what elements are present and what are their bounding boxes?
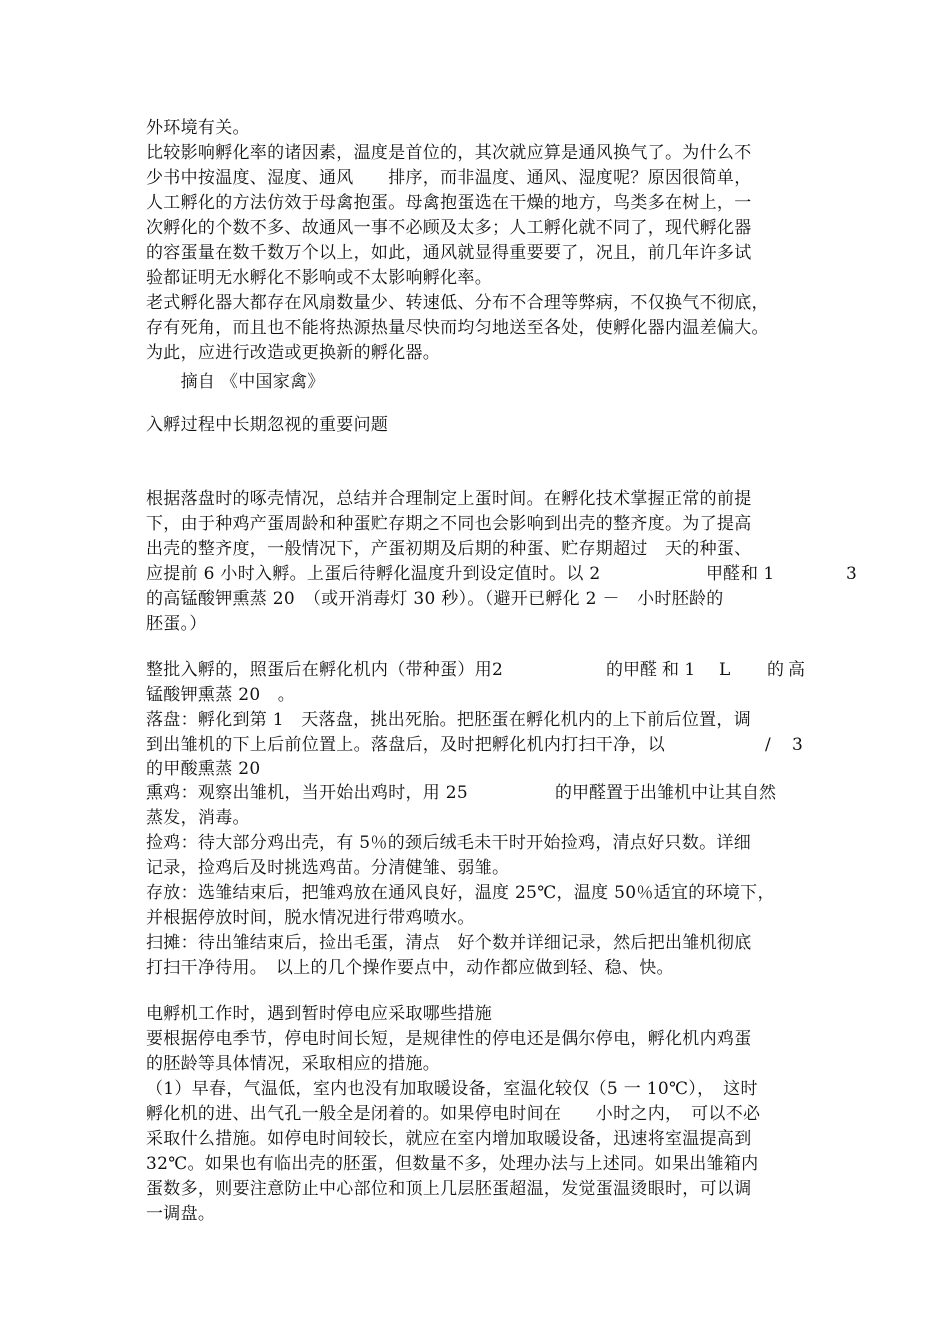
text-line: 比较影响孵化率的诸因素，温度是首位的，其次就应算是通风换气了。为什么不 [146,143,752,163]
text-line: 胚蛋。） [146,614,207,634]
text-line: 老式孵化器大都存在风扇数量少、转速低、分布不合理等弊病，不仅换气不彻底， [146,293,769,313]
text-line: 存有死角，而且也不能将热源热量尽快而均匀地送至各处，使孵化器内温差偏大。 [146,318,769,338]
text-line: 熏鸡：观察出雏机，当开始出鸡时，用 25 [146,783,469,803]
text-line: 存放：选雏结束后，把雏鸡放在通风良好，温度 25℃，温度 50％适宜的环境下， [146,883,775,903]
text-line: （1）早春，气温低，室内也没有加取暖设备，室温化较仅（5 一 10℃）， 这时 [146,1079,758,1099]
text-line: 出壳的整齐度，一般情况下，产蛋初期及后期的种蛋、贮存期超过 天的种蛋、 [146,539,752,559]
text-fragment: 高 [788,660,805,680]
text-line: 孵化机的进、出气孔一般全是闭着的。如果停电时间在 小时之内， 可以不必 [146,1104,761,1124]
text-line: 并根据停放时间，脱水情况进行带鸡喷水。 [146,908,475,928]
section-heading: 电孵机工作时，遇到暂时停电应采取哪些措施 [146,1004,492,1024]
text-line: 到出雏机的下上后前位置上。落盘后，及时把孵化机内打扫干净，以 [146,735,665,755]
text-line: 根据落盘时的啄壳情况，总结并合理制定上蛋时间。在孵化技术掌握正常的前提 [146,489,752,509]
text-line: 要根据停电季节，停电时间长短，是规律性的停电还是偶尔停电，孵化机内鸡蛋 [146,1029,752,1049]
text-fragment: 和 1 [662,660,696,680]
text-fragment: 甲醛 [706,564,740,584]
text-line: 的高锰酸钾熏蒸 20 （或开消毒灯 30 秒）。（避开已孵化 2 － 小时胚龄的 [146,589,724,609]
text-fragment: 的甲醛 [606,660,657,680]
text-fragment: 3 [792,735,803,755]
text-line: 的甲酸熏蒸 20 [146,759,261,779]
text-line: 整批入孵的，照蛋后在孵化机内（带种蛋）用2 [146,660,504,680]
text-line: 蛋数多，则要注意防止中心部位和顶上几层胚蛋超温，发觉蛋温烫眼时，可以调 [146,1179,752,1199]
text-line: 应提前 6 小时入孵。上蛋后待孵化温度升到设定值时。以 2 [146,564,601,584]
text-line: 落盘：孵化到第 1 天落盘，挑出死胎。把胚蛋在孵化机内的上下前后位置，调 [146,710,752,730]
text-line: 打扫干净待用。 以上的几个操作要点中，动作都应做到轻、稳、快。 [146,958,674,978]
citation-line: 摘自 《中国家禽》 [146,372,325,392]
text-fragment: / [765,735,771,755]
text-fragment: L [719,660,731,680]
text-fragment: 3 [846,564,857,584]
text-line: 扫摊：待出雏结束后，捡出毛蛋，清点 好个数并详细记录，然后把出雏机彻底 [146,933,752,953]
text-fragment: 的 [767,660,784,680]
text-line: 为此，应进行改造或更换新的孵化器。 [146,343,441,363]
text-line: 一调盘。 [146,1204,216,1224]
text-line: 32℃。如果也有临出壳的胚蛋，但数量不多，处理办法与上述同。如果出雏箱内 [146,1154,759,1174]
text-fragment: 和 1 [741,564,775,584]
text-line: 蒸发，消毒。 [146,808,250,828]
text-line: 少书中按温度、湿度、通风 排序，而非温度、通风、湿度呢？原因很简单， [146,168,752,188]
text-line: 外环境有关。 [146,118,250,138]
section-heading: 入孵过程中长期忽视的重要问题 [146,415,389,435]
text-line: 锰酸钾熏蒸 20 。 [146,685,296,705]
text-line: 捡鸡：待大部分鸡出壳，有 5％的颈后绒毛未干时开始捡鸡，清点好只数。详细 [146,833,752,853]
text-line: 验都证明无水孵化不影响或不太影响孵化率。 [146,268,492,288]
text-line: 的胚龄等具体情况，采取相应的措施。 [146,1054,441,1074]
text-line: 采取什么措施。如停电时间较长，就应在室内增加取暖设备，迅速将室温提高到 [146,1129,752,1149]
text-line: 的容蛋量在数千数万个以上，如此，通风就显得重要要了，况且，前几年许多试 [146,243,752,263]
text-fragment: 的甲醛置于出雏机中让其自然 [555,783,776,803]
text-line: 次孵化的个数不多、故通风一事不必顾及太多；人工孵化就不同了，现代孵化器 [146,218,752,238]
text-line: 记录，捡鸡后及时挑选鸡苗。分清健雏、弱雏。 [146,858,510,878]
text-line: 人工孵化的方法仿效于母禽抱蛋。母禽抱蛋选在干燥的地方，鸟类多在树上，一 [146,193,752,213]
text-line: 下，由于种鸡产蛋周龄和种蛋贮存期之不同也会影响到出壳的整齐度。为了提高 [146,514,752,534]
